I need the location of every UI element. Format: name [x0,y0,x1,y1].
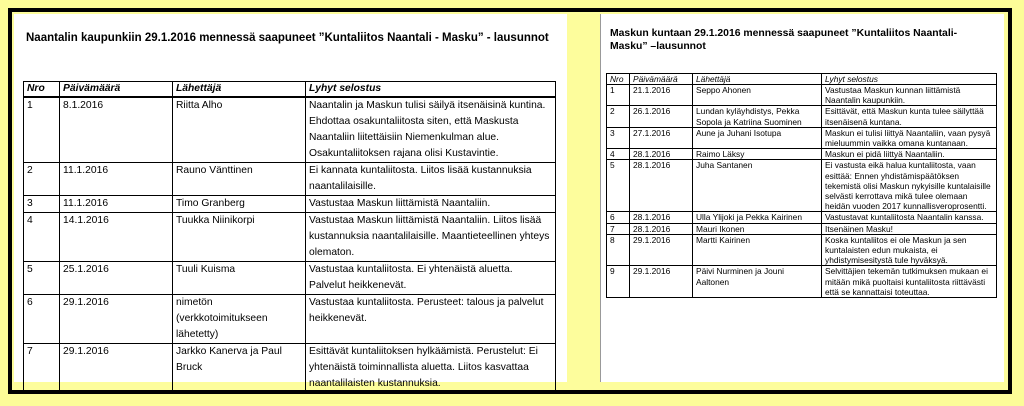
cell-sender: Martti Kairinen [693,234,822,266]
table-row [24,196,556,213]
cell-nro: 3 [24,196,60,213]
cell-summary: Vastustaa Maskun liittämistä Naantaliin. [306,196,556,213]
cell-nro: 6 [24,295,60,344]
cell-summary: Maskun ei pidä liittyä Naantaliin. [822,149,997,160]
col-header-date: Päivämäärä [60,82,173,97]
table-header-row [24,82,556,97]
col-header-summary: Lyhyt selostus [822,74,997,85]
cell-sender: Mauri Ikonen [693,223,822,234]
cell-nro: 7 [24,344,60,393]
cell-summary: Vastustaa kuntaliitosta. Ei yhtenäistä aluetta. Palvelut heikkenevät. [306,262,556,295]
cell-sender: Juha Santanen [693,160,822,212]
cell-date: 8.1.2016 [60,98,173,163]
cell-summary: Vastustaa Maskun liittämistä Naantaliin. Liitos lisää kustannuksia naantalilaisille. Maantieteellinen yhteys olematon. [306,213,556,262]
cell-nro: 1 [24,98,60,163]
cell-date: 14.1.2016 [60,213,173,262]
cell-sender: Raimo Läksy [693,149,822,160]
cell-summary: Ei vastusta eikä halua kuntaliitosta, vaan esittää: Ennen yhdistämispäätöksen tekemistä olisi Maskun nykyisille kuntalaisille selvästi kerrottava mikä tulee olemaan heidän vuoden 2017 kunnallisveroprosentti. [822,160,997,212]
cell-date: 29.1.2016 [630,266,693,298]
cell-sender: Lundan kyläyhdistys, Pekka Sopola ja Katriina Suominen [693,106,822,127]
table-row [24,295,556,344]
cell-nro: 7 [607,223,630,234]
cell-sender: Jarkko Kanerva ja Paul Bruck [173,344,306,393]
cell-date: 26.1.2016 [630,106,693,127]
cell-summary: Selvittäjien tekemän tutkimuksen mukaan ei mitään mikä puoltaisi kuntaliitosta riittävästi että se kannattaisi toteuttaa. [822,266,997,298]
cell-date: 29.1.2016 [60,295,173,344]
cell-date: 25.1.2016 [60,262,173,295]
cell-summary: Itsenäinen Masku! [822,223,997,234]
cell-nro: 4 [24,213,60,262]
table-row [24,344,556,393]
cell-date: 27.1.2016 [630,127,693,148]
table-row [607,127,997,148]
cell-sender: Tuukka Niinikorpi [173,213,306,262]
right-document [600,14,1004,382]
cell-date: 28.1.2016 [630,212,693,223]
col-header-nro: Nro [24,82,60,97]
col-header-nro: Nro [607,74,630,85]
cell-sender: Riitta Alho [173,98,306,163]
table-row [24,213,556,262]
cell-nro: 5 [607,160,630,212]
table-header-row [607,74,997,85]
right-document-title: Maskun kuntaan 29.1.2016 mennessä saapuneet ”Kuntaliitos Naantali-Masku” –lausunnot [610,28,958,52]
cell-sender: nimetön (verkkotoimitukseen lähetetty) [173,295,306,344]
cell-sender: Päivi Nurminen ja Jouni Aaltonen [693,266,822,298]
cell-sender: Seppo Ahonen [693,85,822,106]
cell-summary: Ei kannata kuntaliitosta. Liitos lisää kustannuksia naantalilaisille. [306,163,556,196]
cell-summary: Vastustaa Maskun kunnan liittämistä Naantalin kaupunkiin. [822,85,997,106]
left-statements-table [23,81,556,393]
cell-date: 11.1.2016 [60,163,173,196]
cell-nro: 6 [607,212,630,223]
col-header-sender: Lähettäjä [173,82,306,97]
cell-summary: Maskun ei tulisi liittyä Naantaliin, vaan pysyä mieluummin vaikka omana kuntanaan. [822,127,997,148]
table-row [607,106,997,127]
table-row [607,266,997,298]
table-row [607,223,997,234]
col-header-summary: Lyhyt selostus [306,82,556,97]
cell-nro: 5 [24,262,60,295]
left-document [14,14,567,389]
table-row [607,160,997,212]
cell-nro: 8 [607,234,630,266]
cell-date: 28.1.2016 [630,149,693,160]
cell-sender: Tuuli Kuisma [173,262,306,295]
cell-date: 28.1.2016 [630,160,693,212]
col-header-date: Päivämäärä [630,74,693,85]
cell-nro: 2 [24,163,60,196]
cell-nro: 4 [607,149,630,160]
cell-nro: 9 [607,266,630,298]
left-document-title: Naantalin kaupunkiin 29.1.2016 mennessä saapuneet ”Kuntaliitos Naantali - Masku” - lausunnot [26,32,549,44]
table-row [24,262,556,295]
cell-nro: 1 [607,85,630,106]
cell-date: 28.1.2016 [630,223,693,234]
table-row [607,149,997,160]
table-row [607,212,997,223]
cell-nro: 3 [607,127,630,148]
cell-summary: Koska kuntaliitos ei ole Maskun ja sen kuntalaisten edun mukaista, ei yhdistymisesitystä tule hyväksyä. [822,234,997,266]
cell-summary: Vastustavat kuntaliitosta Naantalin kanssa. [822,212,997,223]
cell-summary: Vastustaa kuntaliitosta. Perusteet: talous ja palvelut heikkenevät. [306,295,556,344]
cell-sender: Aune ja Juhani Isotupa [693,127,822,148]
cell-date: 29.1.2016 [630,234,693,266]
cell-date: 11.1.2016 [60,196,173,213]
cell-summary: Esittävät, että Maskun kunta tulee säilyttää itsenäisenä kuntana. [822,106,997,127]
table-row [607,85,997,106]
right-statements-table [606,73,997,298]
table-row [24,98,556,163]
table-row [24,163,556,196]
cell-nro: 2 [607,106,630,127]
col-header-sender: Lähettäjä [693,74,822,85]
cell-date: 21.1.2016 [630,85,693,106]
cell-sender: Ulla Ylijoki ja Pekka Kairinen [693,212,822,223]
cell-sender: Rauno Vänttinen [173,163,306,196]
table-row [607,234,997,266]
cell-summary: Esittävät kuntaliitoksen hylkäämistä. Perustelut: Ei yhtenäistä toiminnallista aluetta. Liitos kasvattaa naantalilaisten kustannuksia. [306,344,556,393]
cell-sender: Timo Granberg [173,196,306,213]
cell-date: 29.1.2016 [60,344,173,393]
cell-summary: Naantalin ja Maskun tulisi säilyä itsenäisinä kuntina. Ehdottaa osakuntaliitosta siten, että Maskusta Naantaliin liitettäisiin Niemenkulman alue. Osakuntaliitoksen rajana olisi Kustavintie. [306,98,556,163]
